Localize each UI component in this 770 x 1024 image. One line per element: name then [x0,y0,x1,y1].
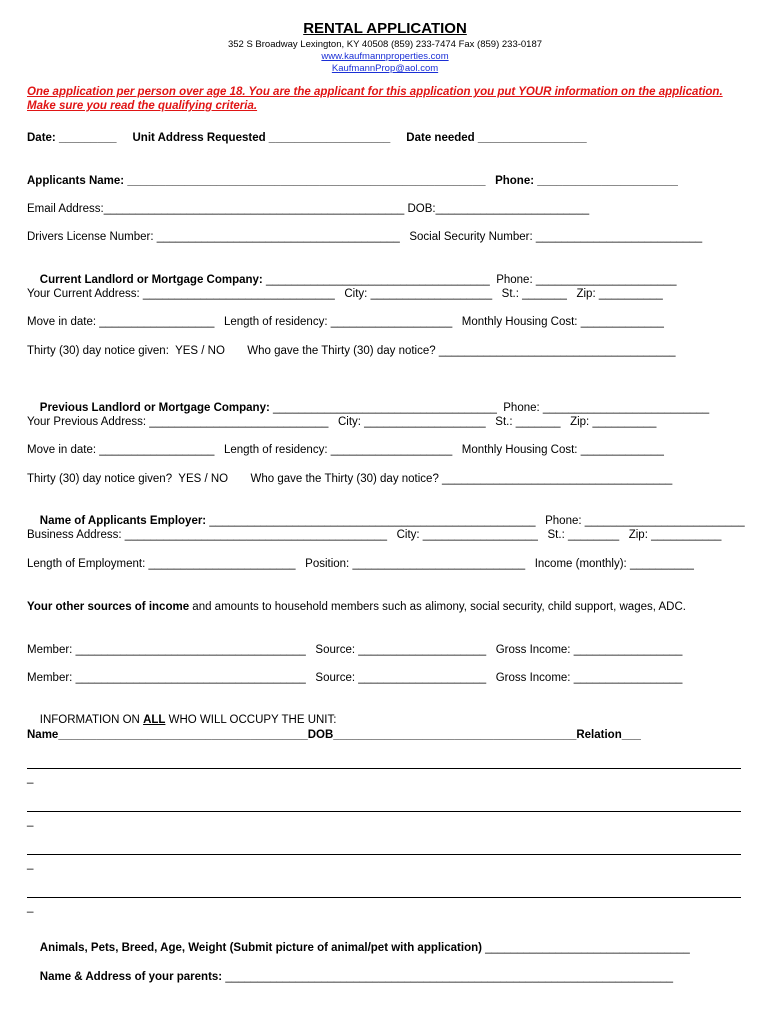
animals-label: Animals, Pets, Breed, Age, Weight (Submit picture of animal/pet with application) [39,942,482,954]
parents-field[interactable]: ______________________________________________________________________ [222,971,674,983]
previous-landlord-label: Previous Landlord or Mortgage Company: [39,402,270,414]
occupant-line-1-dash: _ [27,772,34,784]
occupant-line-3-dash: _ [27,858,34,870]
occupants-heading-pre: INFORMATION ON [39,714,144,726]
occupant-line-4[interactable] [27,897,741,898]
date-unit-row[interactable]: Date: _________ Unit Address Requested ___________________ Date needed _________________ [27,132,587,144]
occupant-line-1[interactable] [27,768,741,769]
occupants-column-header: Name_______________________________________DOB______________________________________Relation___ [27,729,641,741]
other-income-paragraph [27,600,742,614]
occupants-heading-post: WHO WILL OCCUPY THE UNIT: [165,714,337,726]
employer-label: Name of Applicants Employer: [39,515,207,527]
company-address: 352 S Broadway Lexington, KY 40508 (859) 233-7474 Fax (859) 233-0187 [227,39,543,50]
page-title: RENTAL APPLICATION [303,20,467,37]
occupant-line-4-dash: _ [27,901,34,913]
occupant-line-2-dash: _ [27,815,34,827]
occupant-line-3[interactable] [27,854,741,855]
current-move-in-row[interactable]: Move in date: __________________ Length of residency: ___________________ Monthly Housing Cost: _____________ [27,316,664,328]
previous-landlord-fields[interactable]: ___________________________________ Phone: __________________________ [269,402,710,414]
member-row-2[interactable]: Member: ____________________________________ Source: ____________________ Gross Income: _________________ [27,672,683,684]
previous-move-in-row[interactable]: Move in date: __________________ Length of residency: ___________________ Monthly Housing Cost: _____________ [27,444,664,456]
website-link[interactable]: www.kaufmannproperties.com [321,51,449,62]
occupants-heading-all: ALL [143,714,166,726]
current-notice-row[interactable]: Thirty (30) day notice given: YES / NO Who gave the Thirty (30) day notice? _____________________________________ [27,345,676,357]
license-ssn-row[interactable]: Drivers License Number: ______________________________________ Social Security Number: __________________________ [27,231,703,243]
business-address-row[interactable]: Business Address: _________________________________________ City: __________________ St.: ________ Zip: ___________ [27,529,722,541]
previous-notice-row[interactable]: Thirty (30) day notice given? YES / NO Who gave the Thirty (30) day notice? ____________________________________ [27,473,673,485]
employer-fields[interactable]: ___________________________________________________ Phone: _________________________ [206,515,745,527]
other-income-label: Your other sources of income [27,601,190,613]
animals-field[interactable]: ________________________________ [481,942,690,954]
member-row-1[interactable]: Member: ____________________________________ Source: ____________________ Gross Income: _________________ [27,644,683,656]
current-address-row[interactable]: Your Current Address: ______________________________ City: ___________________ St.: _______ Zip: __________ [27,288,663,300]
applicant-name-row[interactable]: Applicants Name: ________________________________________________________ Phone: ______________________ [27,175,678,187]
other-income-text: and amounts to household members such as alimony, social security, child support, wages, ADC. [189,601,686,613]
occupant-line-2[interactable] [27,811,741,812]
applicant-notice: One application per person over age 18. You are the applicant for this application you put YOUR information on the application. Make sure you read the qualifying criteria. [27,86,723,112]
previous-address-row[interactable]: Your Previous Address: ____________________________ City: ___________________ St.: _______ Zip: __________ [27,416,657,428]
email-link[interactable]: KaufmannProp@aol.com [331,63,439,74]
current-landlord-label: Current Landlord or Mortgage Company: [39,274,263,286]
parents-label: Name & Address of your parents: [39,971,223,983]
parents-row[interactable] [27,956,673,998]
current-landlord-fields[interactable]: ___________________________________ Phone: ______________________ [262,274,677,286]
employment-length-row[interactable]: Length of Employment: _______________________ Position: ___________________________ Income (monthly): __________ [27,558,694,570]
email-dob-row[interactable]: Email Address:_______________________________________________ DOB:________________________ [27,203,590,215]
